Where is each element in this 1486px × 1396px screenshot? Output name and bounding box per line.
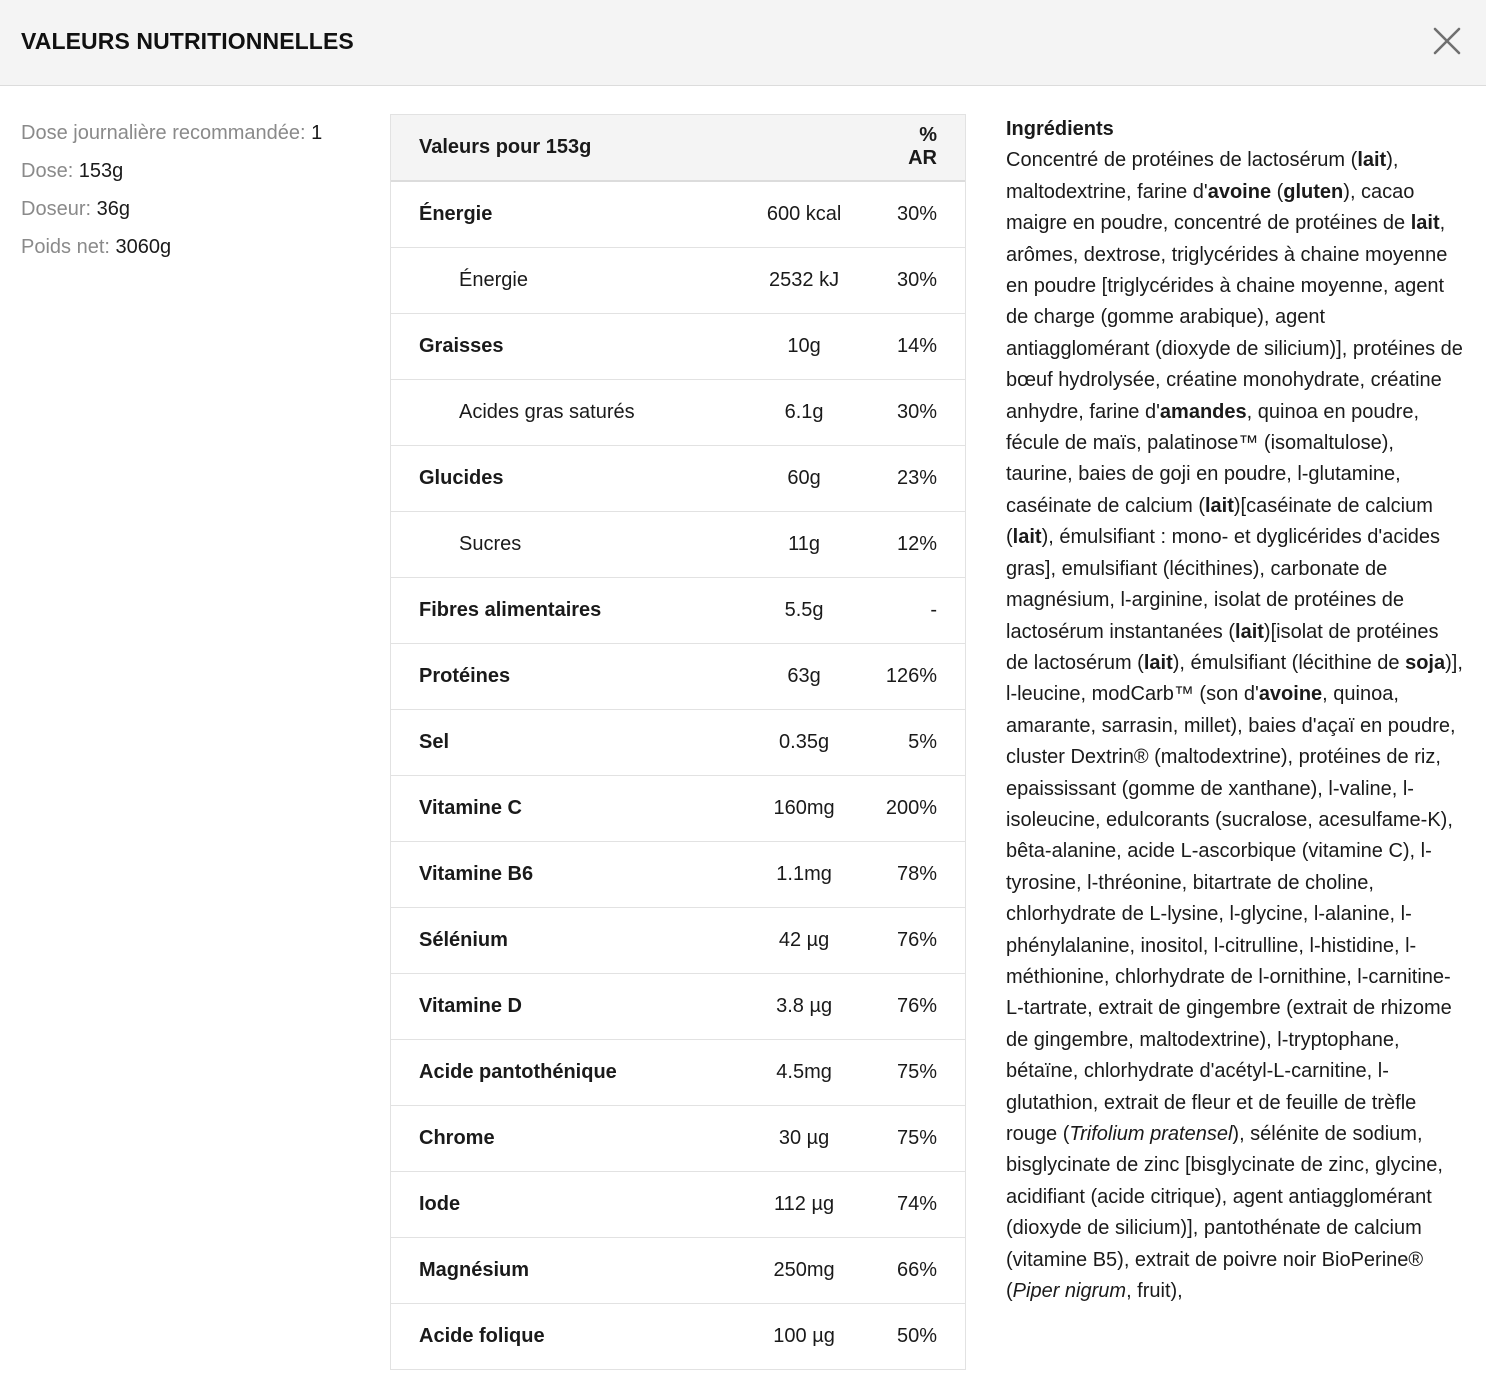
nutrient-name: Énergie — [391, 181, 722, 248]
ingredient-text-segment: ), cacao maigre en poudre, concentré de protéines de — [1006, 180, 1415, 235]
nutrient-name: Vitamine C — [391, 775, 722, 841]
dose-info-value: 36g — [91, 198, 130, 220]
allergen-highlight: lait — [1012, 526, 1042, 549]
nutrient-name: Glucides — [391, 445, 722, 511]
nutrient-amount: 60g — [722, 445, 886, 511]
dose-info-item — [21, 114, 371, 152]
nutrient-amount: 1.1mg — [722, 841, 886, 907]
nutrient-name: Chrome — [391, 1105, 722, 1171]
dose-info-item — [21, 228, 371, 266]
allergen-highlight: gluten — [1283, 180, 1344, 203]
ingredient-text-segment: , arômes, dextrose, triglycérides à chaine moyenne en poudre [triglycérides à chaine moyenne, agent de charge (gomme arabique), agent antiagglomérant (dioxyde de silicium)], protéines de bœuf hydrolysée, créatine monohydrate, créatine anhydre, farine d' — [1006, 212, 1463, 423]
close-button[interactable] — [1430, 24, 1464, 58]
table-row — [391, 1237, 965, 1303]
nutrient-amount: 11g — [722, 511, 886, 577]
nutrient-amount: 112 µg — [722, 1171, 886, 1237]
nutrient-name: Énergie — [391, 247, 722, 313]
table-row — [391, 775, 965, 841]
header-ar: % AR — [908, 124, 937, 170]
dose-info-item — [21, 190, 371, 228]
nutrient-ar: 126% — [886, 643, 965, 709]
ingredient-text-segment: , fruit), — [1126, 1280, 1183, 1303]
nutrient-name: Iode — [391, 1171, 722, 1237]
modal-title: VALEURS NUTRITIONNELLES — [21, 28, 354, 54]
nutrient-amount: 6.1g — [722, 379, 886, 445]
nutrient-ar: - — [886, 577, 965, 643]
dose-info-label: Poids net: — [21, 236, 110, 258]
nutrient-name: Sucres — [391, 511, 722, 577]
ingredient-text-segment: )[caséinate de calcium ( — [1006, 494, 1433, 549]
table-row — [391, 709, 965, 775]
table-row — [391, 577, 965, 643]
ingredient-text-segment: ), sélénite de sodium, bisglycinate de zinc [bisglycinate de zinc, glycine, acidifiant (acide citrique), agent antiagglomérant (dioxyde de silicium)], pantothénate de calcium (vitamine B5), extrait de poivre noir BioPerine® ( — [1006, 1123, 1443, 1303]
nutrient-ar: 75% — [886, 1039, 965, 1105]
ingredient-text-segment: ( — [1271, 180, 1284, 203]
ingredient-text-segment: ), émulsifiant (lécithine de — [1172, 651, 1406, 674]
modal-header — [0, 0, 1486, 86]
nutrient-amount: 100 µg — [722, 1303, 886, 1369]
nutrient-amount: 5.5g — [722, 577, 886, 643]
nutrient-ar: 76% — [886, 973, 965, 1039]
nutrient-amount: 10g — [722, 313, 886, 379]
header-values-per: Valeurs pour 153g — [419, 135, 592, 158]
ingredient-text-segment: )], l-leucine, modCarb™ (son d' — [1006, 651, 1463, 706]
nutrition-table-header — [391, 115, 965, 181]
dose-info-value: 3060g — [109, 236, 172, 258]
nutrient-name: Sel — [391, 709, 722, 775]
nutrient-ar: 50% — [886, 1303, 965, 1369]
dose-info-value: 1 — [305, 122, 323, 144]
nutrient-amount: 30 µg — [722, 1105, 886, 1171]
nutrient-ar: 14% — [886, 313, 965, 379]
nutrient-amount: 63g — [722, 643, 886, 709]
close-icon — [1430, 24, 1464, 58]
nutrient-name: Acide pantothénique — [391, 1039, 722, 1105]
nutrient-name: Fibres alimentaires — [391, 577, 722, 643]
nutrient-amount: 160mg — [722, 775, 886, 841]
nutrient-ar: 30% — [886, 181, 965, 248]
nutrient-amount: 0.35g — [722, 709, 886, 775]
ingredient-text-segment: )[isolat de protéines de lactosérum ( — [1006, 620, 1439, 674]
allergen-highlight: lait — [1143, 651, 1173, 674]
table-row — [391, 643, 965, 709]
ingredient-text-segment: ), émulsifiant : mono- et dyglicérides d'acides gras], emulsifiant (lécithines), carbonate de magnésium, l-arginine, isolat de protéines de lactosérum instantanées ( — [1006, 526, 1441, 643]
table-row — [391, 313, 965, 379]
ingredient-text-segment: Concentré de protéines de lactosérum ( — [1006, 149, 1358, 172]
nutrient-name: Magnésium — [391, 1237, 722, 1303]
table-row — [391, 1105, 965, 1171]
ingredients-text — [1006, 145, 1466, 1307]
allergen-highlight: lait — [1410, 212, 1440, 235]
nutrient-ar: 5% — [886, 709, 965, 775]
nutrient-ar: 12% — [886, 511, 965, 577]
table-row — [391, 445, 965, 511]
table-row — [391, 379, 965, 445]
allergen-highlight: lait — [1235, 620, 1264, 643]
nutrient-ar: 76% — [886, 907, 965, 973]
nutrient-name: Graisses — [391, 313, 722, 379]
nutrient-ar: 23% — [886, 445, 965, 511]
nutrient-ar: 78% — [886, 841, 965, 907]
nutrient-name: Vitamine D — [391, 973, 722, 1039]
nutrient-amount: 42 µg — [722, 907, 886, 973]
nutrient-ar: 74% — [886, 1171, 965, 1237]
nutrition-table-container — [390, 114, 966, 1370]
dose-info-item — [21, 152, 371, 190]
nutrient-name: Vitamine B6 — [391, 841, 722, 907]
nutrient-ar: 66% — [886, 1237, 965, 1303]
table-row — [391, 1303, 965, 1369]
nutrient-name: Acides gras saturés — [391, 379, 722, 445]
table-row — [391, 1171, 965, 1237]
nutrient-name: Sélénium — [391, 907, 722, 973]
table-row — [391, 181, 965, 248]
table-row — [391, 511, 965, 577]
allergen-highlight: avoine — [1258, 683, 1323, 706]
dose-info-label: Dose: — [21, 160, 74, 182]
nutrient-amount: 2532 kJ — [722, 247, 886, 313]
allergen-highlight: amandes — [1159, 400, 1247, 423]
dose-info-label: Dose journalière recommandée: — [21, 122, 306, 144]
ingredient-text-segment: ), maltodextrine, farine d' — [1006, 149, 1399, 203]
nutrient-ar: 75% — [886, 1105, 965, 1171]
table-row — [391, 247, 965, 313]
allergen-highlight: lait — [1357, 149, 1387, 172]
table-row — [391, 907, 965, 973]
allergen-highlight: lait — [1204, 494, 1234, 517]
nutrient-name: Acide folique — [391, 1303, 722, 1369]
table-row — [391, 1039, 965, 1105]
table-row — [391, 973, 965, 1039]
nutrient-amount: 600 kcal — [722, 181, 886, 248]
nutrition-table — [391, 114, 965, 1370]
ingredients-section — [1006, 114, 1466, 1307]
table-row — [391, 841, 965, 907]
latin-name: Trifolium pratensel — [1069, 1123, 1233, 1145]
ingredients-title: Ingrédients — [1006, 118, 1114, 140]
nutrient-ar: 30% — [886, 379, 965, 445]
dose-info-label: Doseur: — [21, 198, 92, 220]
dose-info-list — [21, 114, 371, 266]
nutrient-amount: 250mg — [722, 1237, 886, 1303]
ingredient-text-segment: , quinoa, amarante, sarrasin, millet), baies d'açaï en poudre, cluster Dextrin® (maltodextrine), protéines de riz, epaississant (gomme de xanthane), l-valine, l-isoleucine, edulcorants (sucralose, acesulfame-K), bêta-alanine, acide L-ascorbique (vitamine C), l-tyrosine, l-thréonine, bitartrate de choline, chlorhydrate de L-lysine, l-glycine, l-alanine, l-phénylalanine, inositol, l-citrulline, l-histidine, l-méthionine, chlorhydrate de l-ornithine, l-carnitine-L-tartrate, extrait de gingembre (extrait de rhizome de gingembre, maltodextrine), l-tryptophane, bétaïne, chlorhydrate d'acétyl-L-carnitine, l-glutathion, extrait de fleur et de feuille de trèfle rouge ( — [1006, 683, 1456, 1145]
dose-info-value: 153g — [73, 160, 124, 182]
nutrient-amount: 3.8 µg — [722, 973, 886, 1039]
nutrient-ar: 200% — [886, 775, 965, 841]
allergen-highlight: avoine — [1207, 180, 1272, 203]
ingredient-text-segment: , quinoa en poudre, fécule de maïs, palatinose™ (isomaltulose), taurine, baies de goji en poudre, l-glutamine, caséinate de calcium ( — [1006, 400, 1420, 517]
allergen-highlight: soja — [1405, 651, 1446, 674]
nutrient-name: Protéines — [391, 643, 722, 709]
nutrient-ar: 30% — [886, 247, 965, 313]
nutrient-amount: 4.5mg — [722, 1039, 886, 1105]
latin-name: Piper nigrum — [1012, 1280, 1127, 1303]
